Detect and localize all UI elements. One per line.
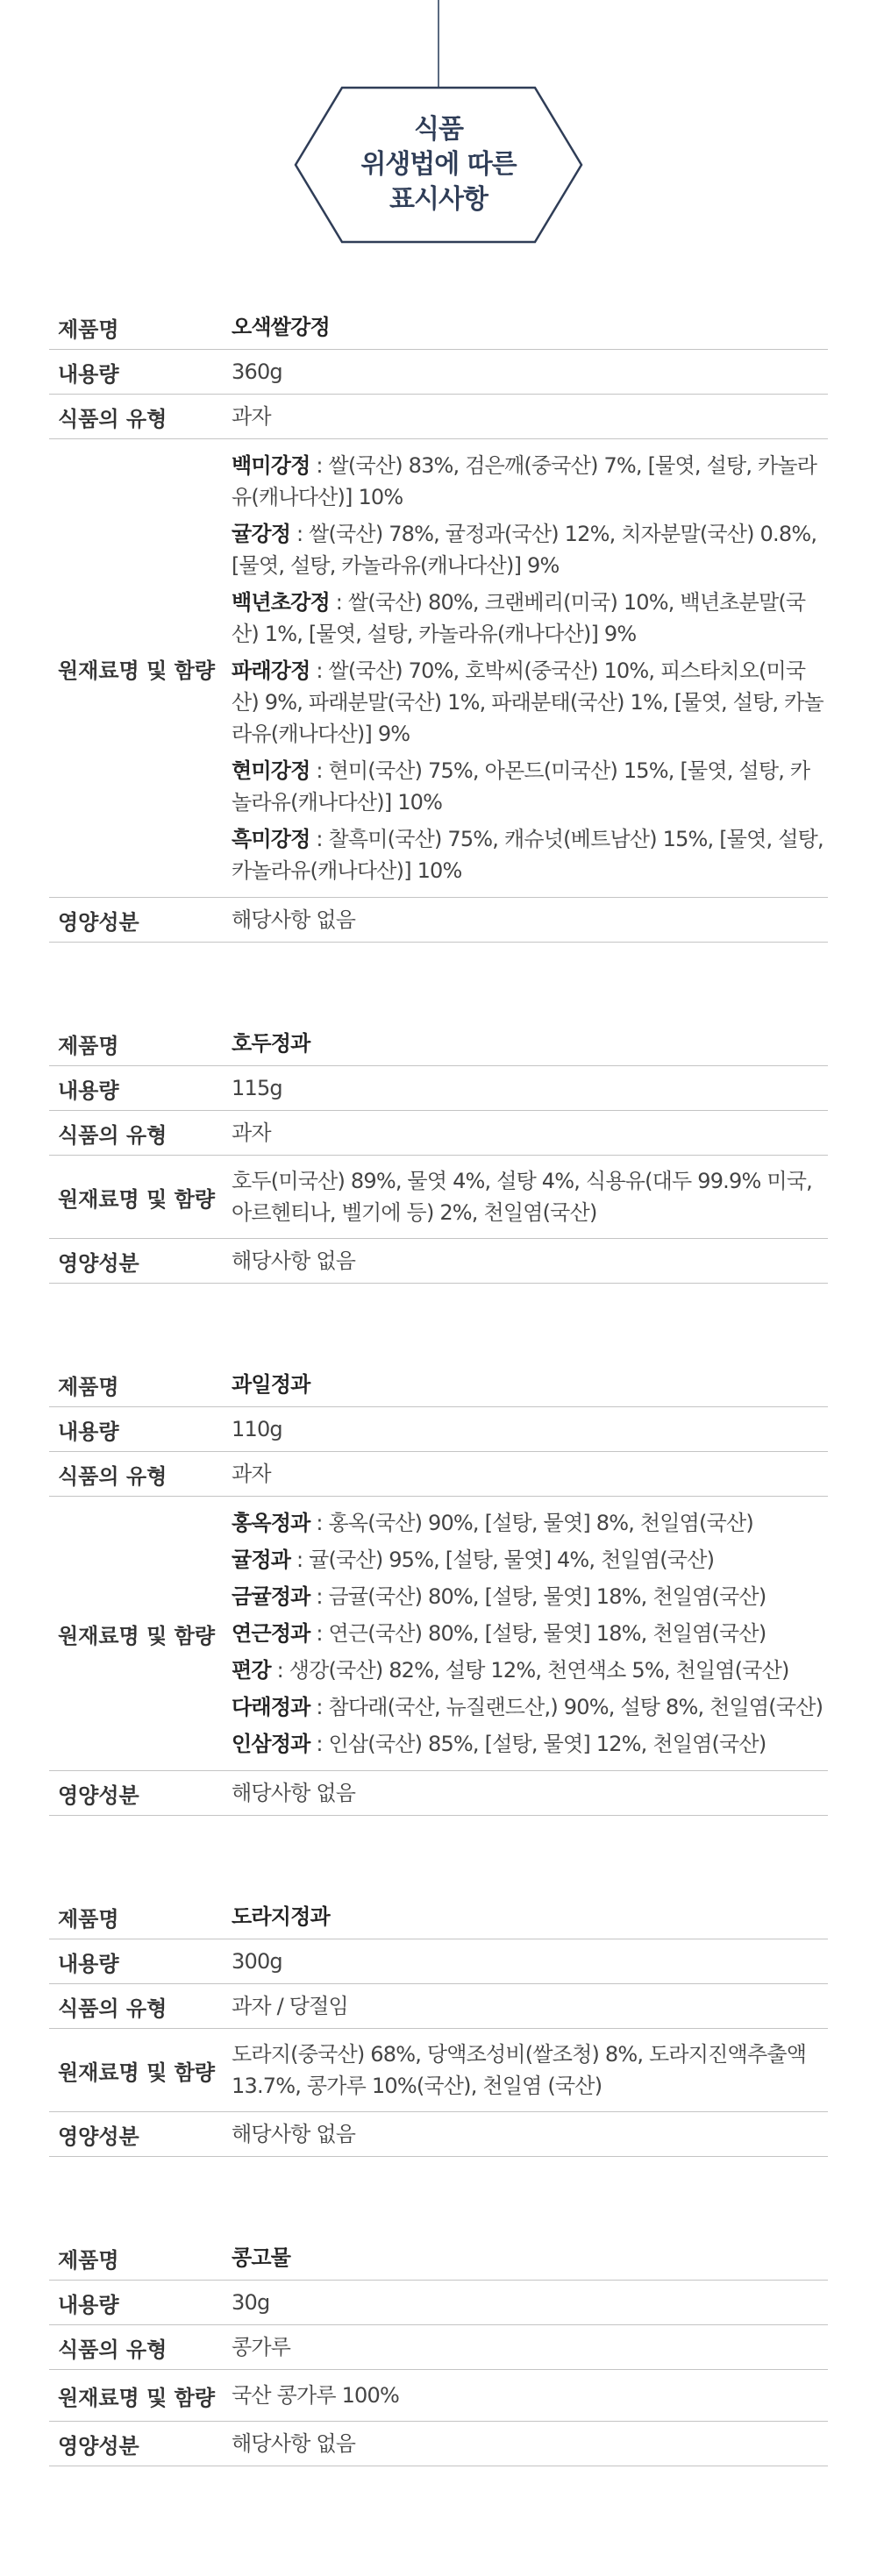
label-volume: 내용량	[58, 2292, 119, 2317]
label-type: 식품의 유형	[58, 1463, 168, 1489]
ingredient-name: 편강	[232, 1658, 271, 1683]
product-table	[49, 1021, 828, 1284]
row-nutrition	[49, 1239, 828, 1284]
label-type: 식품의 유형	[58, 2337, 168, 2362]
ingredient-line	[232, 2380, 828, 2411]
value-name: 과일정과	[232, 1372, 310, 1397]
ingredient-line	[232, 655, 828, 750]
ingredient-text: : 쌀(국산) 83%, 검은깨(중국산) 7%, [물엿, 설탕, 카놀라유(캐나다산)] 10%	[232, 453, 817, 509]
ingredient-text: : 귤(국산) 95%, [설탕, 물엿] 4%, 천일염(국산)	[290, 1548, 715, 1572]
ingredient-line	[232, 2039, 828, 2102]
value-ingredients	[225, 439, 828, 897]
product-table	[49, 1895, 828, 2157]
value-type: 과자	[232, 1121, 271, 1145]
label-volume: 내용량	[58, 361, 119, 387]
row-name	[49, 1895, 828, 1939]
value-nutrition: 해당사항 없음	[232, 907, 356, 932]
ingredient-name: 귤강정	[232, 522, 291, 546]
product-table	[49, 2236, 828, 2466]
ingredient-name: 홍옥정과	[232, 1511, 310, 1535]
row-ingredients	[49, 2029, 828, 2112]
value-type: 콩가루	[232, 2335, 291, 2359]
row-volume	[49, 2281, 828, 2325]
title-badge	[294, 86, 583, 244]
row-volume	[49, 1939, 828, 1984]
ingredient-line	[232, 518, 828, 581]
ingredient-name: 현미강정	[232, 758, 310, 783]
label-type: 식품의 유형	[58, 406, 168, 431]
ingredient-text: : 생강(국산) 82%, 설탕 12%, 천연색소 5%, 천일염(국산)	[270, 1658, 789, 1683]
row-nutrition	[49, 1771, 828, 1816]
ingredient-line	[232, 450, 828, 513]
ingredient-name: 연근정과	[232, 1621, 310, 1646]
ingredient-text: : 쌀(국산) 78%, 귤정과(국산) 12%, 치자분말(국산) 0.8%, [물엿, 설탕, 카놀라유(캐나다산)] 9%	[232, 522, 817, 578]
ingredient-name: 인삼정과	[232, 1732, 310, 1756]
ingredient-text: : 현미(국산) 75%, 아몬드(미국산) 15%, [물엿, 설탕, 카놀라유(캐나다산)] 10%	[232, 758, 810, 815]
badge-title-line-1: 식품	[414, 114, 463, 145]
ingredient-text: : 참다래(국산, 뉴질랜드산,) 90%, 설탕 8%, 천일염(국산)	[310, 1695, 824, 1719]
ingredient-line	[232, 1618, 828, 1649]
value-volume: 300g	[232, 1949, 282, 1974]
row-ingredients	[49, 2370, 828, 2422]
ingredient-line	[232, 1581, 828, 1612]
ingredient-line	[232, 823, 828, 886]
label-type: 식품의 유형	[58, 1996, 168, 2021]
label-volume: 내용량	[58, 1951, 119, 1976]
label-ingredients: 원재료명 및 함량	[58, 2060, 215, 2085]
label-nutrition: 영양성분	[58, 1783, 139, 1808]
value-type: 과자	[232, 404, 271, 429]
row-ingredients	[49, 439, 828, 898]
label-nutrition: 영양성분	[58, 1250, 139, 1276]
product-list	[49, 305, 828, 2545]
value-type: 과자	[232, 1462, 271, 1486]
ingredient-text: : 인삼(국산) 85%, [설탕, 물엿] 12%, 천일염(국산)	[310, 1732, 766, 1756]
value-ingredients	[225, 1497, 828, 1770]
ingredient-name: 다래정과	[232, 1695, 310, 1719]
row-type	[49, 1984, 828, 2029]
label-nutrition: 영양성분	[58, 909, 139, 935]
value-name: 도라지정과	[232, 1904, 330, 1929]
ingredient-line	[232, 1654, 828, 1686]
ingredient-name: 금귤정과	[232, 1584, 310, 1609]
row-nutrition	[49, 898, 828, 943]
row-type	[49, 395, 828, 439]
label-ingredients: 원재료명 및 함량	[58, 2385, 215, 2410]
label-name: 제품명	[58, 2247, 119, 2273]
value-name: 오색쌀강정	[232, 315, 330, 339]
ingredient-line	[232, 1165, 828, 1228]
value-nutrition: 해당사항 없음	[232, 2431, 356, 2456]
value-volume: 115g	[232, 1076, 282, 1100]
ingredient-text: : 홍옥(국산) 90%, [설탕, 물엿] 8%, 천일염(국산)	[310, 1511, 753, 1535]
ingredient-line	[232, 1544, 828, 1576]
ingredient-line	[232, 587, 828, 650]
label-name: 제품명	[58, 317, 119, 342]
row-type	[49, 2325, 828, 2370]
ingredient-name: 백년초강정	[232, 590, 330, 615]
row-name	[49, 305, 828, 350]
ingredient-line	[232, 755, 828, 818]
badge-title-line-2: 위생법에 따른	[360, 149, 517, 180]
label-ingredients: 원재료명 및 함량	[58, 1186, 215, 1212]
ingredient-text: : 연근(국산) 80%, [설탕, 물엿] 18%, 천일염(국산)	[310, 1621, 766, 1646]
value-volume: 110g	[232, 1417, 282, 1441]
ingredient-line	[232, 1507, 828, 1539]
row-nutrition	[49, 2422, 828, 2466]
ingredient-name: 백미강정	[232, 453, 310, 478]
row-nutrition	[49, 2112, 828, 2157]
row-type	[49, 1111, 828, 1156]
row-type	[49, 1452, 828, 1497]
label-nutrition: 영양성분	[58, 2433, 139, 2459]
row-volume	[49, 1066, 828, 1111]
value-ingredients	[225, 2370, 828, 2421]
row-ingredients	[49, 1497, 828, 1771]
ingredient-text: : 금귤(국산) 80%, [설탕, 물엿] 18%, 천일염(국산)	[310, 1584, 766, 1609]
ingredient-text: : 찰흑미(국산) 75%, 캐슈넛(베트남산) 15%, [물엿, 설탕, 카놀라유(캐나다산)] 10%	[232, 827, 824, 883]
badge-title-line-3: 표시사항	[389, 184, 488, 215]
row-volume	[49, 350, 828, 395]
ingredient-text: 호두(미국산) 89%, 물엿 4%, 설탕 4%, 식용유(대두 99.9% 미국, 아르헨티나, 벨기에 등) 2%, 천일염(국산)	[232, 1169, 812, 1225]
row-name	[49, 1363, 828, 1407]
ingredient-line	[232, 1728, 828, 1760]
product-table	[49, 305, 828, 943]
ingredient-name: 귤정과	[232, 1548, 291, 1572]
label-name: 제품명	[58, 1374, 119, 1399]
label-name: 제품명	[58, 1033, 119, 1058]
label-name: 제품명	[58, 1906, 119, 1932]
value-type: 과자 / 당절임	[232, 1994, 348, 2018]
row-name	[49, 1021, 828, 1066]
ingredient-text: : 쌀(국산) 70%, 호박씨(중국산) 10%, 피스타치오(미국산) 9%, 파래분말(국산) 1%, 파래분태(국산) 1%, [물엿, 설탕, 카놀라유(캐나다산)] 9%	[232, 658, 824, 746]
value-ingredients	[225, 1156, 828, 1238]
ingredient-text: 국산 콩가루 100%	[232, 2383, 399, 2408]
label-nutrition: 영양성분	[58, 2124, 139, 2149]
ingredient-line	[232, 1691, 828, 1723]
row-ingredients	[49, 1156, 828, 1239]
product-table	[49, 1363, 828, 1816]
value-name: 호두정과	[232, 1031, 310, 1056]
value-nutrition: 해당사항 없음	[232, 1781, 356, 1805]
top-connector-line	[438, 0, 439, 88]
badge-title	[294, 86, 583, 244]
ingredient-name: 파래강정	[232, 658, 310, 683]
ingredient-name: 흑미강정	[232, 827, 310, 851]
label-volume: 내용량	[58, 1419, 119, 1444]
row-volume	[49, 1407, 828, 1452]
value-name: 콩고물	[232, 2245, 291, 2270]
value-volume: 30g	[232, 2290, 270, 2315]
value-volume: 360g	[232, 359, 282, 384]
label-type: 식품의 유형	[58, 1122, 168, 1148]
value-ingredients	[225, 2029, 828, 2111]
value-nutrition: 해당사항 없음	[232, 1249, 356, 1273]
label-ingredients: 원재료명 및 함량	[58, 1623, 215, 1648]
label-volume: 내용량	[58, 1078, 119, 1103]
ingredient-text: : 쌀(국산) 80%, 크랜베리(미국) 10%, 백년초분말(국산) 1%, [물엿, 설탕, 카놀라유(캐나다산)] 9%	[232, 590, 806, 646]
value-nutrition: 해당사항 없음	[232, 2122, 356, 2146]
ingredient-text: 도라지(중국산) 68%, 당액조성비(쌀조청) 8%, 도라지진액추출액 13.7%, 콩가루 10%(국산), 천일염 (국산)	[232, 2042, 807, 2098]
label-ingredients: 원재료명 및 함량	[58, 658, 215, 683]
row-name	[49, 2236, 828, 2281]
